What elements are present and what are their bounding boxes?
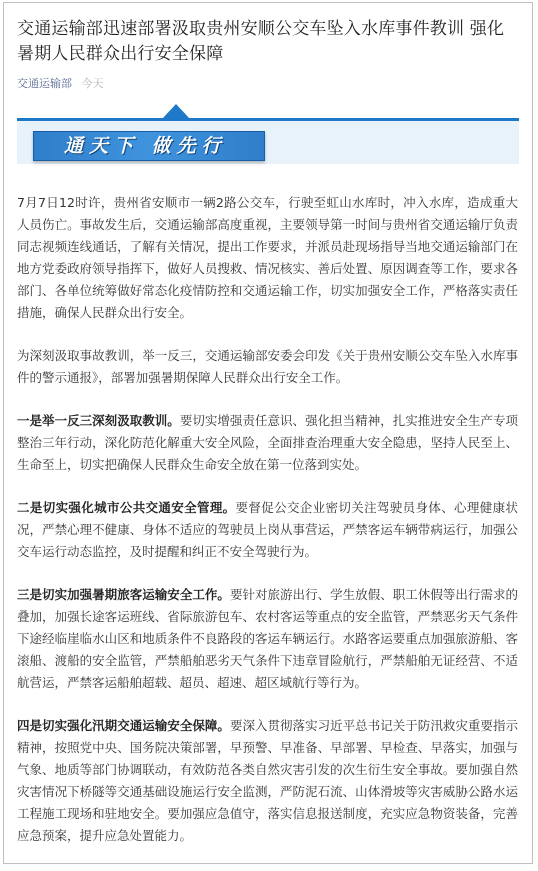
article-header xyxy=(4,3,532,91)
paragraph-lead: 一是举一反三深刻汲取教训。 xyxy=(17,413,180,428)
article-body xyxy=(4,192,532,847)
banner-slogan: 通天下 做先行 xyxy=(64,135,227,157)
publish-time: 今天 xyxy=(81,77,104,90)
article-page xyxy=(3,2,533,864)
paragraph xyxy=(17,715,518,847)
paragraph-text: 要切实增强责任意识、强化担当精神，扎实推进安全生产专项整治三年行动，深化防范化解重大安全风险，全面排查治理重大安全隐患，坚持人民至上、生命至上，切实把确保人民群众生命安全放在第一位落到实处。 xyxy=(17,413,518,472)
paragraph-text: 要督促公交企业密切关注驾驶员身体、心理健康状况，严禁心理不健康、身体不适应的驾驶员上岗从事营运，严禁客运车辆带病运行，加强公交车运行动态监控，及时提醒和纠正不安全驾驶行为。 xyxy=(17,500,518,559)
slogan-banner xyxy=(17,118,519,172)
paragraph-lead: 三是切实加强暑期旅客运输安全工作。 xyxy=(17,587,230,602)
paragraph xyxy=(17,410,518,476)
paragraph-text: 7月7日12时许，贵州省安顺市一辆2路公交车，行驶至虹山水库时，冲入水库，造成重大人员伤亡。事故发生后，交通运输部高度重视，主要领导第一时间与贵州省交通运输厅负责同志视频连线通话，了解有关情况，提出工作要求，并派员赴现场指导当地交通运输部门在地方党委政府领导指挥下，做好人员搜救、情况核实、善后处置、原因调查等工作，要求各部门、各单位统筹做好常态化疫情防控和交通运输工作，切实加强安全工作，严格落实责任措施，确保人民群众出行安全。 xyxy=(17,195,518,320)
banner-notch xyxy=(162,104,190,119)
paragraph xyxy=(17,497,518,563)
paragraph xyxy=(17,345,518,389)
article-title: 交通运输部迅速部署汲取贵州安顺公交车坠入水库事件教训 强化暑期人民群众出行安全保障 xyxy=(17,19,505,64)
paragraph xyxy=(17,192,518,324)
paragraph-lead: 四是切实强化汛期交通运输安全保障。 xyxy=(17,718,230,733)
paragraph-lead: 二是切实强化城市公共交通安全管理。 xyxy=(17,500,236,515)
banner-background xyxy=(17,118,519,164)
paragraph-text: 为深刻汲取事故教训，举一反三，交通运输部安委会印发《关于贵州安顺公交车坠入水库事件的警示通报》，部署加强暑期保障人民群众出行安全工作。 xyxy=(17,348,518,385)
paragraph-text: 要针对旅游出行、学生放假、职工休假等出行需求的叠加，加强长途客运班线、省际旅游包车、农村客运等重点的安全监管，严禁恶劣天气条件下途经临崖临水山区和地质条件不良路段的客运车辆运行。水路客运要重点加强旅游船、客滚船、渡船的安全监管，严禁船舶恶劣天气条件下违章冒险航行，严禁船舶无证经营、不适航营运，严禁客运船舶超载、超员、超速、超区域航行等行为。 xyxy=(17,587,518,690)
account-name-link[interactable]: 交通运输部 xyxy=(17,77,72,90)
paragraph-text: 要深入贯彻落实习近平总书记关于防汛救灾重要指示精神，按照党中央、国务院决策部署，早预警、早准备、早部署、早检查、早落实，加强与气象、地质等部门协调联动，有效防范各类自然灾害引发的次生衍生安全事故。要加强自然灾害情况下桥隧等交通基础设施运行安全监测，严防泥石流、山体滑坡等灾害威胁公路水运工程施工现场和驻地安全。要加强应急值守，落实信息报送制度，充实应急物资装备，完善应急预案，提升应急处置能力。 xyxy=(17,718,518,843)
paragraph xyxy=(17,584,518,694)
article-meta xyxy=(17,77,518,91)
banner-plate xyxy=(33,131,265,161)
